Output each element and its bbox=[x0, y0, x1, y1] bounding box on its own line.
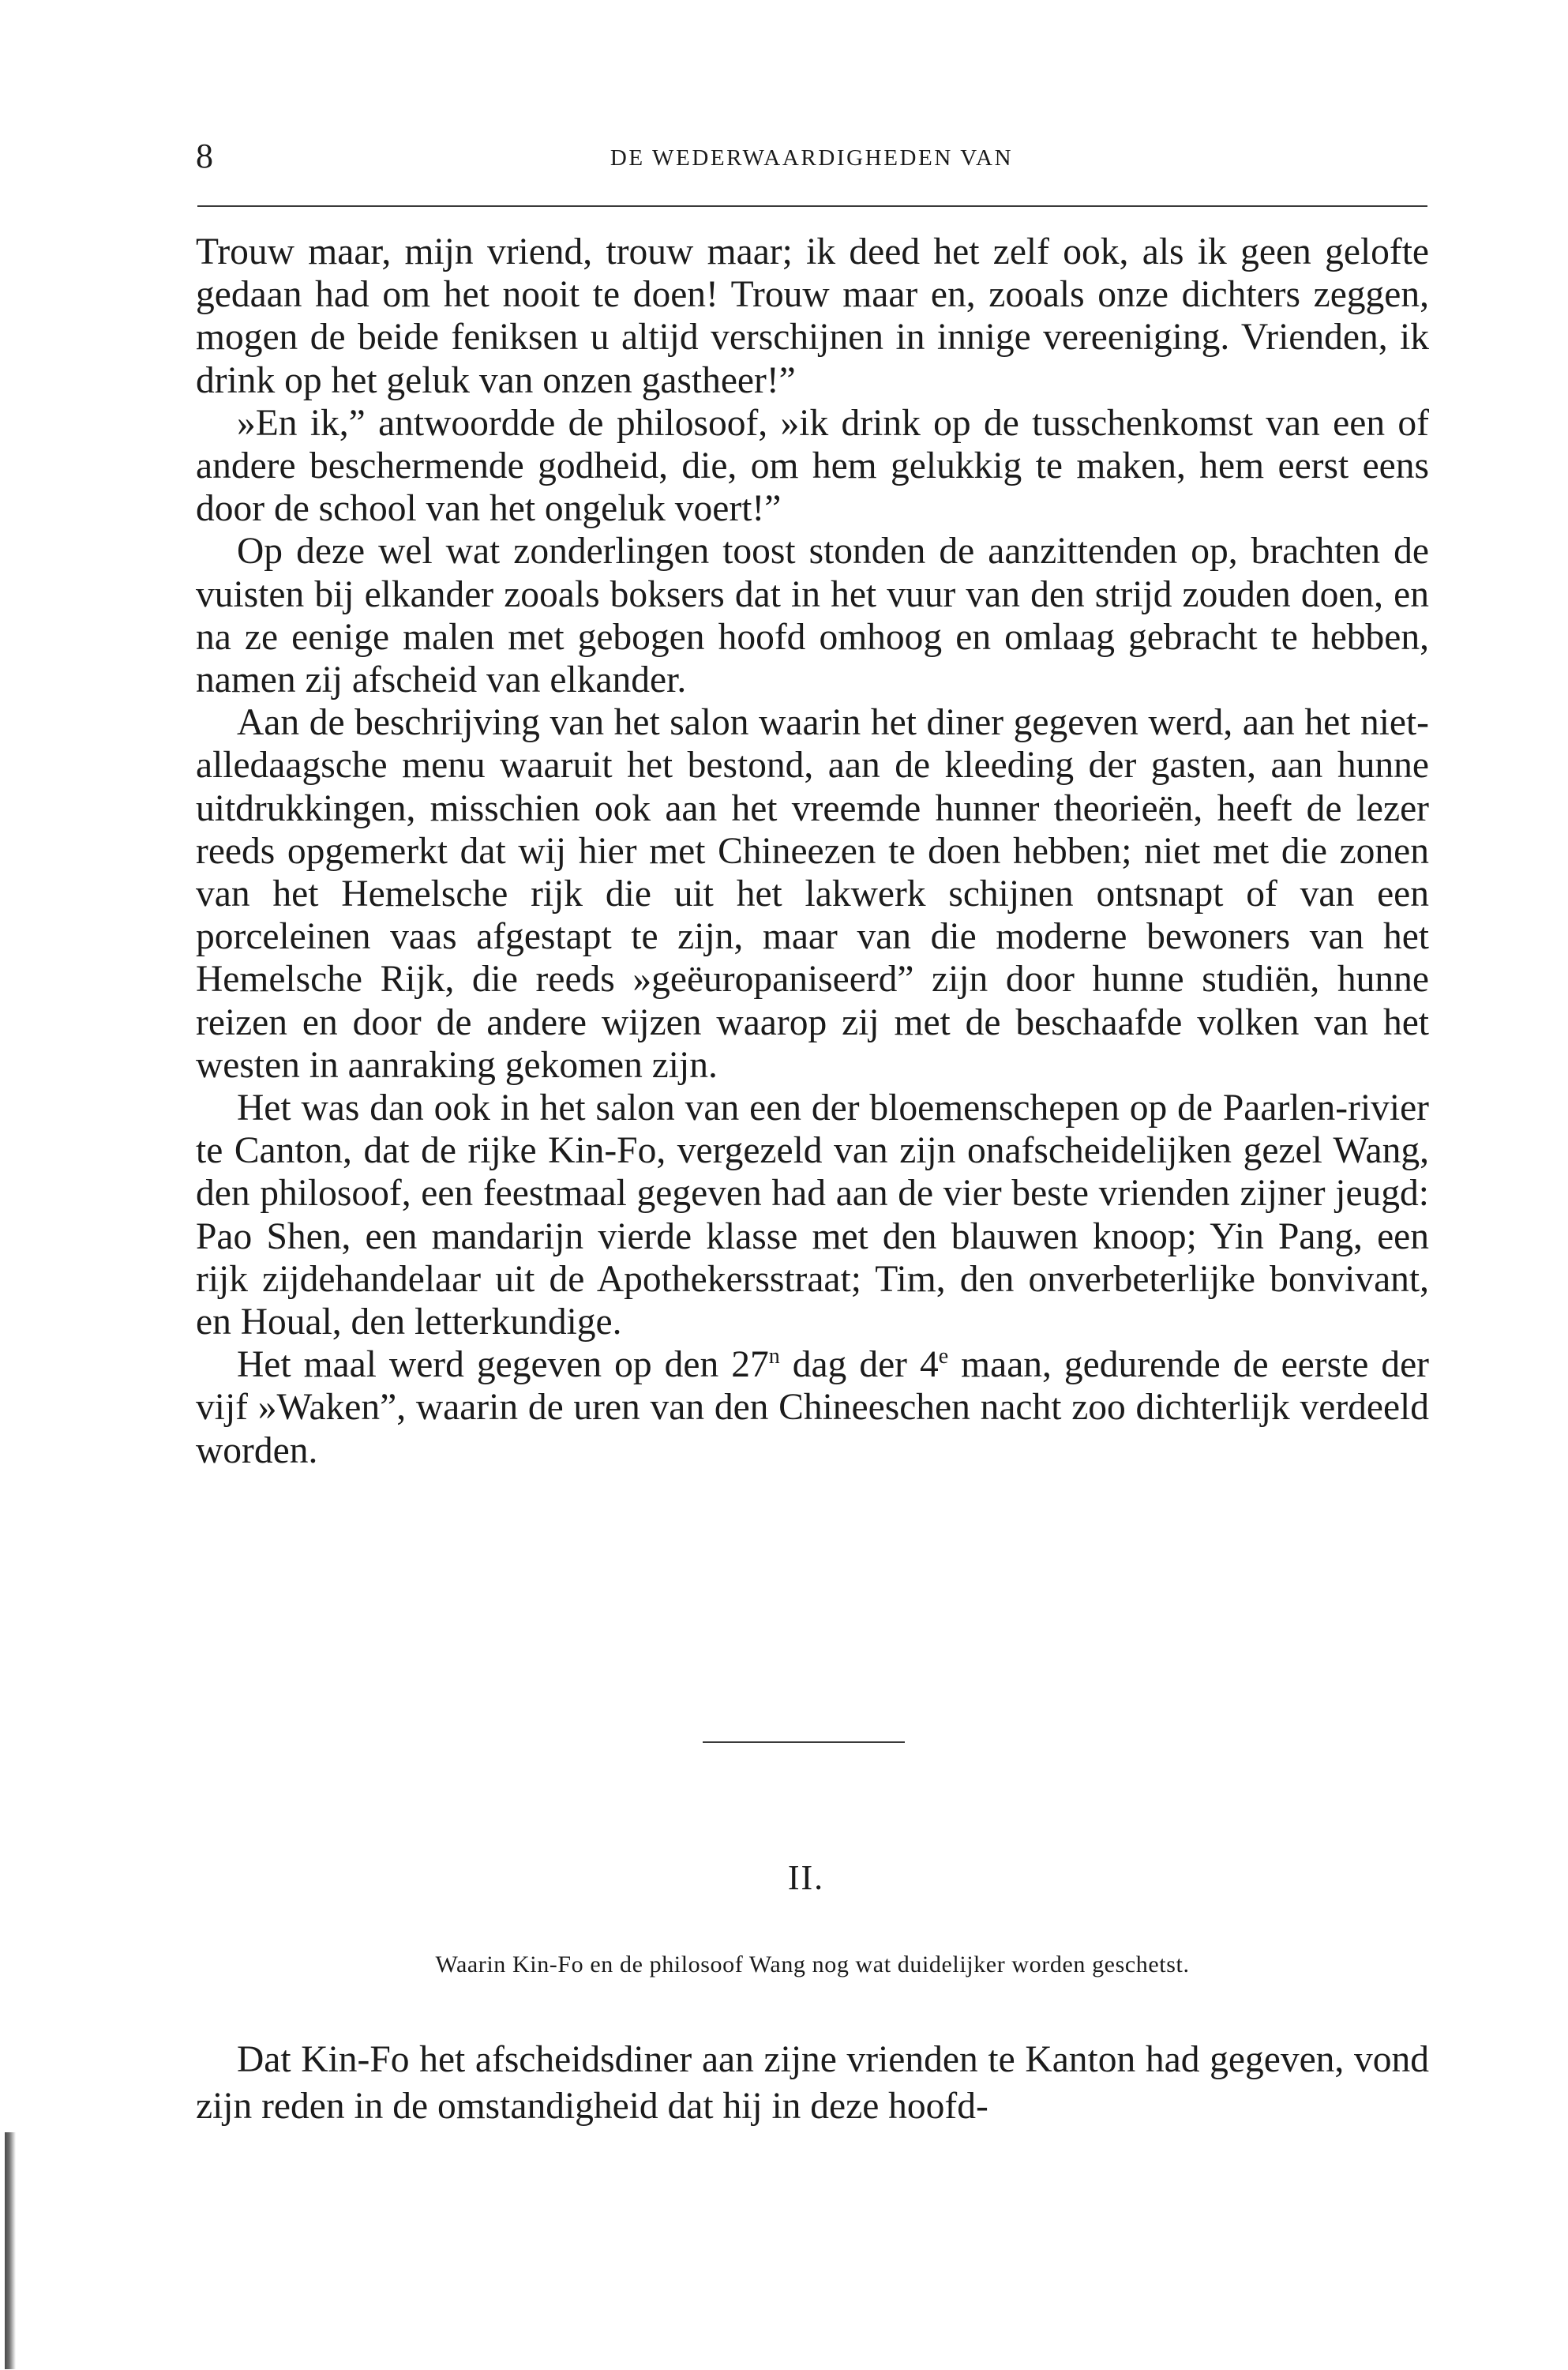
paragraph-date bbox=[196, 1343, 1429, 1472]
chapter-text bbox=[196, 2037, 1429, 2130]
binding-shadow bbox=[5, 2132, 16, 2369]
date-text: Het maal werd gegeven op den 27 bbox=[237, 1344, 769, 1386]
chapter-number: II. bbox=[787, 1858, 825, 1897]
paragraph: Op deze wel wat zonderlingen toost stonden de aanzittenden op, brachten de vuisten bij elkander zooals boksers dat in het vuur van den strijd zouden doen, en na ze eenige malen met gebogen hoofd omhoog en omlaag gebracht te hebben, namen zij afscheid van elkander. bbox=[196, 531, 1429, 701]
chapter-summary: Waarin Kin-Fo en de philosoof Wang nog wat duidelijker worden geschetst. bbox=[435, 1951, 1190, 1978]
section-divider bbox=[703, 1741, 905, 1743]
moon-text: dag der 4 bbox=[779, 1344, 939, 1386]
page-number: 8 bbox=[196, 137, 213, 175]
paragraph-rest: maan, gedurende de eerste der vijf »Waken”, waarin de uren van den Chineeschen nacht zoo dichterlijk verdeeld worden. bbox=[196, 1344, 1429, 1471]
paragraph: »En ik,” antwoordde de philosoof, »ik drink op de tusschenkomst van een of andere beschermende godheid, die, om hem gelukkig te maken, hem eerst eens door de school van het ongeluk voert!” bbox=[196, 402, 1429, 530]
running-head bbox=[196, 133, 1427, 180]
moon-superscript: e bbox=[938, 1344, 949, 1369]
date-superscript: n bbox=[768, 1344, 780, 1369]
paragraph: Aan de beschrijving van het salon waarin het diner gegeven werd, aan het niet-alledaagsche menu waaruit het bestond, aan de kleeding der gasten, aan hunne uitdrukkingen, misschien ook aan het vreemde hunner theorieën, heeft de lezer reeds opgemerkt dat wij hier met Chineezen te doen hebben; niet met die zonen van het Hemelsche rijk die uit het lakwerk schijnen ontsnapt of van een porceleinen vaas afgestapt te zijn, maar van die moderne bewoners van het Hemelsche Rijk, die reeds »geëuropaniseerd” zijn door hunne studiën, hunne reizen en door de andere wijzen waarop zij met de beschaafde volken van het westen in aanraking gekomen zijn. bbox=[196, 702, 1429, 1086]
header-rule bbox=[197, 205, 1427, 207]
paragraph: Het was dan ook in het salon van een der bloemenschepen op de Paarlen-rivier te Canton, dat de rijke Kin-Fo, vergezeld van zijn onafscheidelijken gezel Wang, den philosoof, een feestmaal gegeven had aan de vier beste vrienden zijner jeugd: Pao Shen, een mandarijn vierde klasse met den blauwen knoop; Yin Pang, een rijk zijdehandelaar uit de Apothekersstraat; Tim, den onverbeterlijke bonvivant, en Houal, den letterkundige. bbox=[196, 1087, 1429, 1343]
paragraph-continued: Trouw maar, mijn vriend, trouw maar; ik deed het zelf ook, als ik geen gelofte gedaan had om het nooit te doen! Trouw maar en, zooals onze dichters zeggen, mogen de beide feniksen u altijd verschijnen in innige vereeniging. Vrienden, ik drink op het geluk van onzen gastheer!” bbox=[196, 231, 1429, 401]
chapter-opening-paragraph: Dat Kin-Fo het afscheidsdiner aan zijne vrienden te Kanton had gegeven, vond zijn reden in de omstandigheid dat hij in deze hoofd- bbox=[196, 2039, 1429, 2127]
running-title: DE WEDERWAARDIGHEDEN VAN bbox=[610, 145, 1014, 171]
body-text bbox=[196, 231, 1429, 1472]
